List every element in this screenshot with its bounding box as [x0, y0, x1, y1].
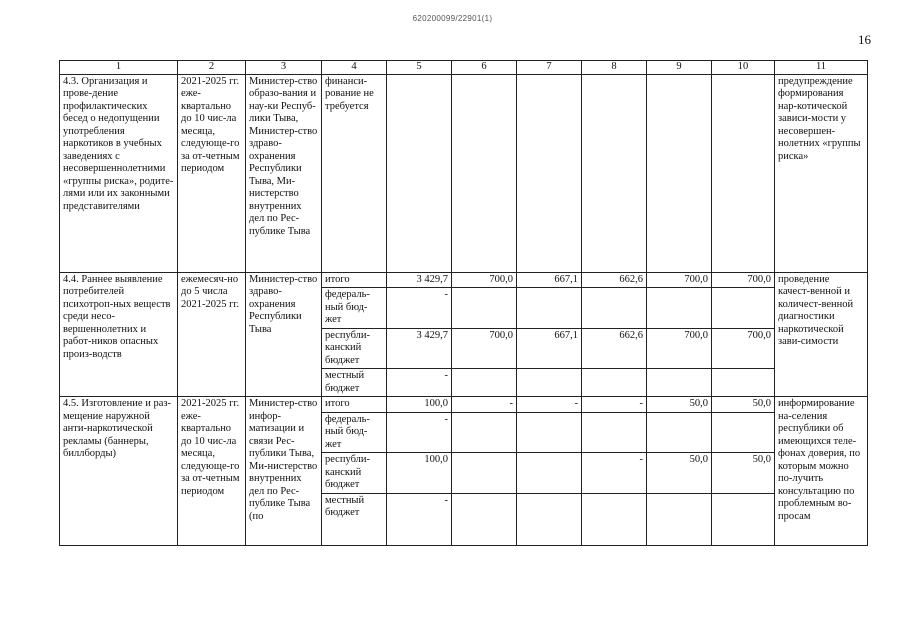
- value-cell: 700,0: [647, 328, 712, 369]
- column-number-row: [60, 61, 868, 75]
- activity-period: 2021-2025 гг. еже-квартально до 10 чис-ла месяца, следующе-го за от-четным периодом: [178, 397, 246, 546]
- activity-name: 4.4. Раннее выявление потребителей психотроп-ных веществ среди несо-вершеннолетних и работ-ников опасных произ-водств: [60, 272, 178, 397]
- value-cell: [647, 369, 712, 397]
- value-cell: [582, 74, 647, 272]
- value-cell: -: [582, 397, 647, 413]
- funding-source: республи-канский бюджет: [322, 328, 387, 369]
- activity-period: ежемесяч-но до 5 числа 2021-2025 гг.: [178, 272, 246, 397]
- column-number: 7: [517, 61, 582, 75]
- funding-source: федераль-ный бюд-жет: [322, 412, 387, 453]
- document-id: 620200099/22901(1): [412, 14, 493, 23]
- activity-executor: Министер-ство здраво-охранения Республики Тыва: [246, 272, 322, 397]
- value-cell: [387, 74, 452, 272]
- value-cell: [452, 74, 517, 272]
- value-cell: 50,0: [647, 453, 712, 494]
- funding-source: республи-канский бюджет: [322, 453, 387, 494]
- funding-source: местный бюджет: [322, 369, 387, 397]
- value-cell: 100,0: [387, 453, 452, 494]
- funding-source: местный бюджет: [322, 493, 387, 545]
- value-cell: -: [517, 397, 582, 413]
- value-cell: 700,0: [452, 272, 517, 288]
- value-cell: [582, 412, 647, 453]
- funding-source: федераль-ный бюд-жет: [322, 288, 387, 329]
- column-number: 3: [246, 61, 322, 75]
- value-cell: 700,0: [712, 328, 775, 369]
- value-cell: [712, 74, 775, 272]
- value-cell: [517, 288, 582, 329]
- value-cell: -: [387, 288, 452, 329]
- value-cell: [452, 369, 517, 397]
- program-table: [59, 60, 868, 546]
- expected-result: проведение качест-венной и количест-венной диагностики наркотической зави-симости: [775, 272, 868, 397]
- funding-source: финанси-рование не требуется: [322, 74, 387, 272]
- value-cell: [712, 288, 775, 329]
- value-cell: -: [387, 493, 452, 545]
- table-row: [60, 397, 868, 413]
- value-cell: -: [387, 412, 452, 453]
- value-cell: -: [452, 397, 517, 413]
- activity-name: 4.3. Организация и прове-дение профилактических бесед о недопущении употребления наркотиков в учебных заведениях с несовершеннолетними «группы риска», родите-лями или их законными представителями: [60, 74, 178, 272]
- column-number: 6: [452, 61, 517, 75]
- value-cell: [517, 369, 582, 397]
- page-number: 16: [858, 32, 871, 47]
- value-cell: 700,0: [712, 272, 775, 288]
- value-cell: -: [582, 453, 647, 494]
- value-cell: 3 429,7: [387, 328, 452, 369]
- value-cell: [647, 412, 712, 453]
- table-row: [60, 272, 868, 288]
- value-cell: [712, 412, 775, 453]
- value-cell: [582, 369, 647, 397]
- column-number: 1: [60, 61, 178, 75]
- value-cell: [452, 453, 517, 494]
- value-cell: [452, 493, 517, 545]
- column-number: 9: [647, 61, 712, 75]
- value-cell: [517, 453, 582, 494]
- activity-period: 2021-2025 гг. еже-квартально до 10 чис-ла месяца, следующе-го за от-четным периодом: [178, 74, 246, 272]
- value-cell: 100,0: [387, 397, 452, 413]
- table-row: [60, 74, 868, 272]
- column-number: 8: [582, 61, 647, 75]
- value-cell: [647, 493, 712, 545]
- column-number: 5: [387, 61, 452, 75]
- value-cell: 700,0: [452, 328, 517, 369]
- activity-name: 4.5. Изготовление и раз-мещение наружной анти-наркотической рекламы (баннеры, биллборды): [60, 397, 178, 546]
- value-cell: [517, 412, 582, 453]
- funding-source: итого: [322, 272, 387, 288]
- value-cell: [582, 493, 647, 545]
- activity-executor: Министер-ство инфор-матизации и связи Рес-публики Тыва, Ми-нистерство внутренних дел по Рес-публике Тыва (по: [246, 397, 322, 546]
- value-cell: [712, 493, 775, 545]
- value-cell: [452, 412, 517, 453]
- value-cell: [647, 74, 712, 272]
- value-cell: 50,0: [712, 453, 775, 494]
- value-cell: 662,6: [582, 272, 647, 288]
- column-number: 4: [322, 61, 387, 75]
- funding-source: итого: [322, 397, 387, 413]
- value-cell: [517, 74, 582, 272]
- column-number: 10: [712, 61, 775, 75]
- value-cell: 662,6: [582, 328, 647, 369]
- column-number: 11: [775, 61, 868, 75]
- activity-executor: Министер-ство образо-вания и нау-ки Респуб-лики Тыва, Министер-ство здраво-охранения Республики Тыва, Ми-нистерство внутренних дел по Рес-публике Тыва: [246, 74, 322, 272]
- value-cell: 50,0: [647, 397, 712, 413]
- value-cell: 3 429,7: [387, 272, 452, 288]
- expected-result: предупреждение формирования нар-котической зависи-мости у несовершен-нолетних «группы риска»: [775, 74, 868, 272]
- value-cell: 50,0: [712, 397, 775, 413]
- value-cell: [712, 369, 775, 397]
- value-cell: [647, 288, 712, 329]
- column-number: 2: [178, 61, 246, 75]
- value-cell: 667,1: [517, 328, 582, 369]
- value-cell: [517, 493, 582, 545]
- expected-result: информирование на-селения республики об имеющихся теле-фонах доверия, по которым можно по-лучить консультацию по проблемным во-просам: [775, 397, 868, 546]
- value-cell: 667,1: [517, 272, 582, 288]
- value-cell: [452, 288, 517, 329]
- value-cell: 700,0: [647, 272, 712, 288]
- value-cell: -: [387, 369, 452, 397]
- value-cell: [582, 288, 647, 329]
